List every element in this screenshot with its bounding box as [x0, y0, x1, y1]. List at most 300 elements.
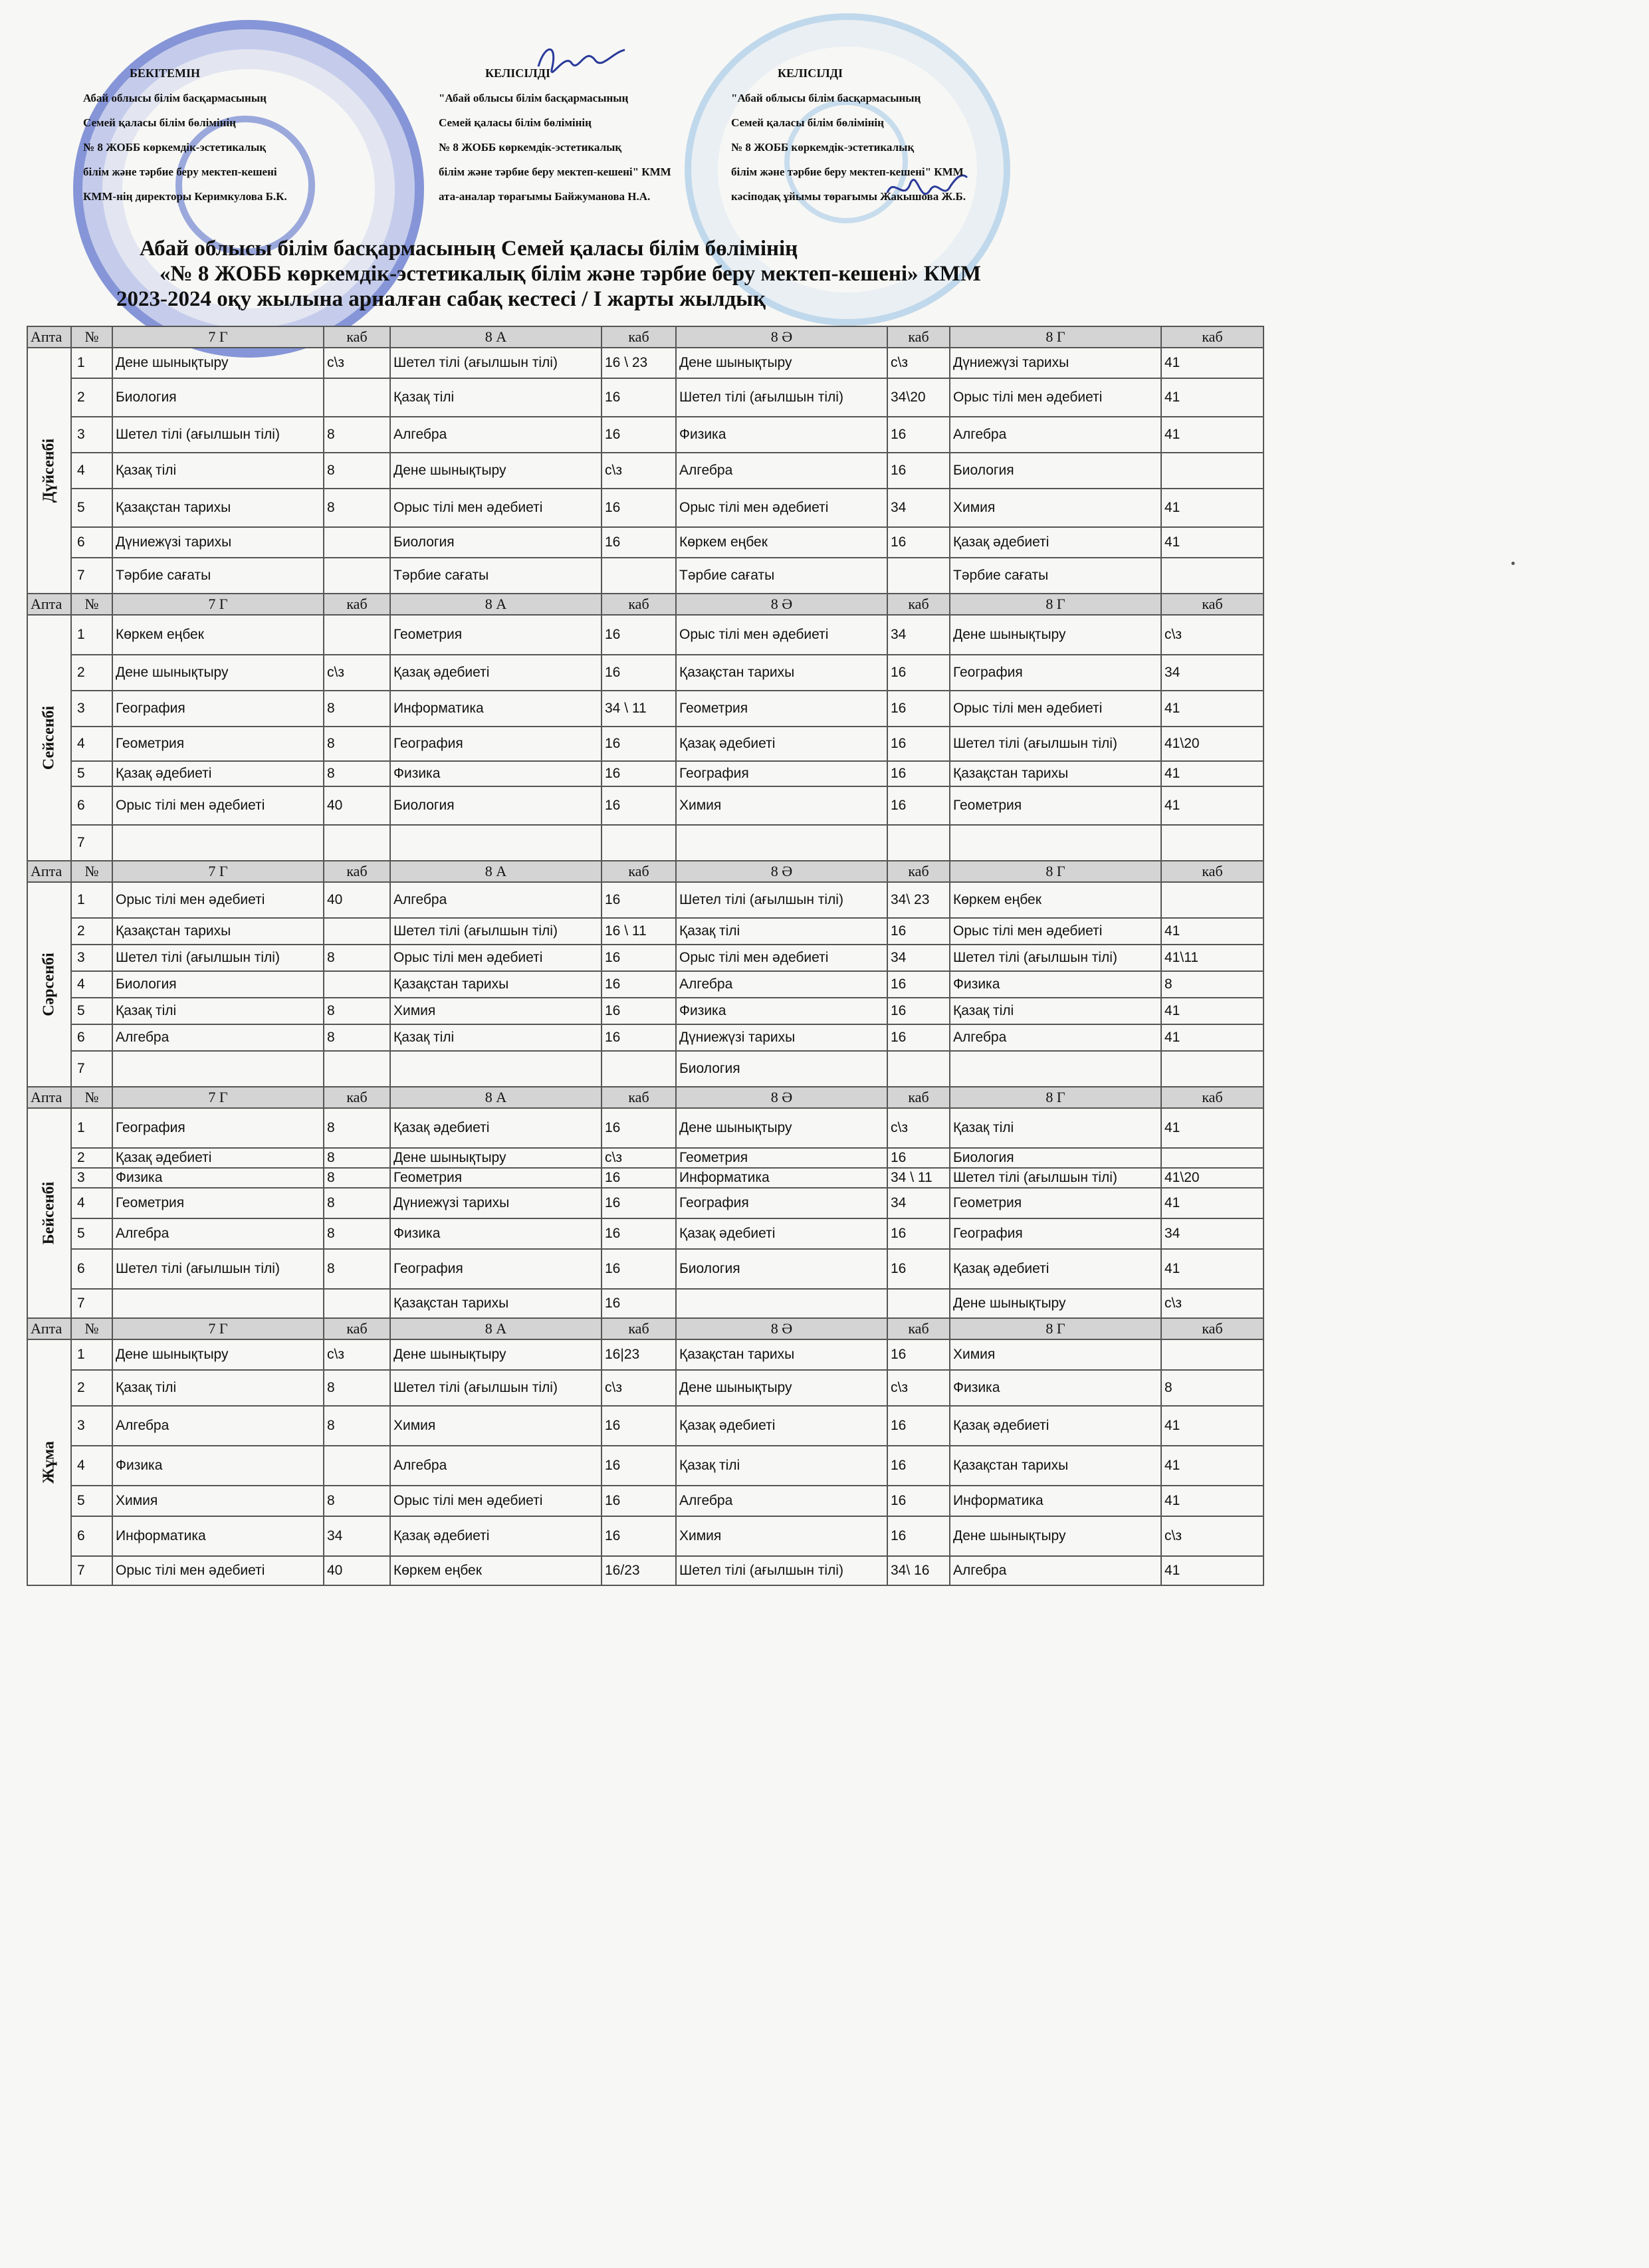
lesson-number: 1 — [71, 615, 112, 655]
subject-cell: Алгебра — [390, 417, 602, 453]
room-cell: 16/23 — [602, 1556, 676, 1585]
column-header: № — [71, 861, 112, 882]
subject-cell: Орыс тілі мен әдебиеті — [676, 489, 887, 527]
room-cell — [602, 558, 676, 594]
room-cell: 16 — [602, 378, 676, 417]
subject-cell: Орыс тілі мен әдебиеті — [950, 691, 1161, 727]
table-row — [27, 1486, 1264, 1516]
subject-cell: Орыс тілі мен әдебиеті — [950, 918, 1161, 945]
room-cell: 8 — [324, 417, 390, 453]
room-cell: 41 — [1161, 998, 1264, 1024]
subject-cell: Қазақ тілі — [112, 1370, 324, 1406]
column-header: 7 Г — [112, 1087, 324, 1108]
day-label-cell — [27, 882, 71, 1087]
subject-cell: Геометрия — [950, 786, 1161, 825]
subject-cell: Дене шынықтыру — [112, 655, 324, 691]
column-header: каб — [1161, 594, 1264, 615]
room-cell: 16 — [602, 1024, 676, 1051]
subject-cell: Информатика — [112, 1516, 324, 1556]
column-header: 8 Ә — [676, 326, 887, 348]
subject-cell: Биология — [950, 453, 1161, 489]
room-cell: 16|23 — [602, 1339, 676, 1370]
room-cell: 40 — [324, 1556, 390, 1585]
subject-cell — [950, 825, 1161, 861]
room-cell: 16 — [602, 786, 676, 825]
room-cell: 8 — [324, 1486, 390, 1516]
subject-cell: Қазақ әдебиеті — [112, 761, 324, 786]
room-cell: 41 — [1161, 786, 1264, 825]
room-cell: 8 — [1161, 1370, 1264, 1406]
room-cell — [1161, 1339, 1264, 1370]
room-cell: с\з — [324, 348, 390, 378]
subject-cell: Қазақ әдебиеті — [112, 1148, 324, 1168]
room-cell: 8 — [324, 453, 390, 489]
table-row — [27, 1108, 1264, 1148]
subject-cell: Дене шынықтыру — [390, 453, 602, 489]
lesson-number: 4 — [71, 971, 112, 998]
room-cell: 16 \ 23 — [602, 348, 676, 378]
subject-cell: Дүниежүзі тарихы — [676, 1024, 887, 1051]
approval-line: білім және тәрбие беру мектеп-кешені — [83, 166, 277, 178]
subject-cell: Алгебра — [112, 1218, 324, 1249]
room-cell: 8 — [324, 1188, 390, 1218]
lesson-number: 4 — [71, 727, 112, 761]
subject-cell: Қазақстан тарихы — [950, 761, 1161, 786]
room-cell: 41 — [1161, 918, 1264, 945]
column-header: каб — [602, 861, 676, 882]
scan-speck — [1511, 562, 1515, 565]
room-cell: 16 — [887, 918, 950, 945]
column-header: каб — [602, 1087, 676, 1108]
lesson-number: 6 — [71, 1516, 112, 1556]
room-cell: 40 — [324, 882, 390, 918]
lesson-number: 4 — [71, 1446, 112, 1486]
table-row — [27, 1249, 1264, 1289]
subject-cell: Қазақстан тарихы — [676, 655, 887, 691]
room-cell: 41 — [1161, 1188, 1264, 1218]
subject-cell: Шетел тілі (ағылшын тілі) — [950, 1168, 1161, 1188]
lesson-number: 1 — [71, 1339, 112, 1370]
lesson-number: 6 — [71, 786, 112, 825]
room-cell: 16 — [602, 1168, 676, 1188]
approval-line: ата-аналар төрағымы Байжуманова Н.А. — [439, 190, 651, 203]
subject-cell: Орыс тілі мен әдебиеті — [676, 615, 887, 655]
lesson-number: 5 — [71, 998, 112, 1024]
column-header: каб — [602, 326, 676, 348]
column-header: 7 Г — [112, 326, 324, 348]
subject-cell: Алгебра — [390, 1446, 602, 1486]
room-cell — [324, 527, 390, 558]
room-cell: 16 — [602, 945, 676, 971]
column-header: каб — [324, 594, 390, 615]
room-cell: 41 — [1161, 691, 1264, 727]
lesson-number: 3 — [71, 1168, 112, 1188]
lesson-number: 5 — [71, 1218, 112, 1249]
subject-cell: Қазақстан тарихы — [390, 971, 602, 998]
table-row — [27, 825, 1264, 861]
room-cell: 16 — [887, 1486, 950, 1516]
lesson-number: 7 — [71, 1051, 112, 1087]
column-header: каб — [324, 1318, 390, 1339]
room-cell: 16 \ 11 — [602, 918, 676, 945]
room-cell: 8 — [324, 761, 390, 786]
table-row — [27, 786, 1264, 825]
room-cell: 16 — [602, 1188, 676, 1218]
table-row — [27, 453, 1264, 489]
room-cell — [324, 558, 390, 594]
subject-cell: Шетел тілі (ағылшын тілі) — [676, 1556, 887, 1585]
table-row — [27, 527, 1264, 558]
lesson-number: 7 — [71, 1556, 112, 1585]
table-row — [27, 727, 1264, 761]
room-cell: с\з — [887, 1370, 950, 1406]
subject-cell — [112, 1289, 324, 1318]
column-header: № — [71, 1087, 112, 1108]
room-cell: 41 — [1161, 378, 1264, 417]
room-cell — [1161, 1148, 1264, 1168]
column-header: 7 Г — [112, 1318, 324, 1339]
title-line: «№ 8 ЖОББ көркемдік-эстетикалық білім және тәрбие беру мектеп-кешені» КММ — [160, 262, 981, 286]
column-header: каб — [1161, 1087, 1264, 1108]
subject-cell — [112, 825, 324, 861]
room-cell: 41 — [1161, 1249, 1264, 1289]
subject-cell: Қазақстан тарихы — [390, 1289, 602, 1318]
room-cell: 41 — [1161, 348, 1264, 378]
subject-cell: Қазақ әдебиеті — [390, 1516, 602, 1556]
room-cell — [1161, 1051, 1264, 1087]
table-row — [27, 1516, 1264, 1556]
room-cell — [1161, 882, 1264, 918]
room-cell: 16 — [887, 1218, 950, 1249]
subject-cell: Геометрия — [112, 1188, 324, 1218]
subject-cell: Тәрбие сағаты — [950, 558, 1161, 594]
approval-line: Абай облысы білім басқармасының — [83, 92, 267, 104]
room-cell: с\з — [1161, 615, 1264, 655]
table-row — [27, 1556, 1264, 1585]
room-cell: 16 — [602, 1218, 676, 1249]
lesson-number: 7 — [71, 825, 112, 861]
header-row — [27, 1087, 1264, 1108]
room-cell: 41 — [1161, 761, 1264, 786]
room-cell: 16 — [602, 727, 676, 761]
subject-cell: Қазақ әдебиеті — [390, 655, 602, 691]
room-cell: 16 — [887, 1406, 950, 1446]
column-header: 8 А — [390, 594, 602, 615]
column-header: Апта — [27, 861, 71, 882]
subject-cell: География — [950, 1218, 1161, 1249]
lesson-number: 6 — [71, 1024, 112, 1051]
approval-line: кәсіподақ ұйымы төрағымы Жакышова Ж.Б. — [731, 190, 966, 203]
subject-cell: Алгебра — [950, 1024, 1161, 1051]
approval-heading: КЕЛІСІЛДІ — [778, 66, 843, 80]
column-header: 8 Г — [950, 594, 1161, 615]
day-label: Бейсенбі — [40, 1181, 58, 1245]
subject-cell: Информатика — [950, 1486, 1161, 1516]
table-row — [27, 1406, 1264, 1446]
room-cell: с\з — [324, 1339, 390, 1370]
subject-cell: Қазақ әдебиеті — [676, 1406, 887, 1446]
room-cell: с\з — [602, 453, 676, 489]
approval-block-union — [731, 61, 966, 209]
room-cell: 8 — [324, 1168, 390, 1188]
approval-heading: БЕКІТЕМІН — [130, 66, 200, 80]
table-row — [27, 1339, 1264, 1370]
subject-cell: География — [950, 655, 1161, 691]
room-cell: 16 — [887, 971, 950, 998]
room-cell: 8 — [324, 1108, 390, 1148]
room-cell: 8 — [324, 1370, 390, 1406]
column-header: каб — [324, 1087, 390, 1108]
lesson-number: 3 — [71, 945, 112, 971]
subject-cell: Дене шынықтыру — [950, 1516, 1161, 1556]
room-cell: 16 — [887, 786, 950, 825]
approval-line: білім және тәрбие беру мектеп-кешені" КММ — [439, 166, 671, 178]
room-cell: с\з — [887, 348, 950, 378]
room-cell: 16 — [602, 615, 676, 655]
subject-cell: Қазақ тілі — [390, 1024, 602, 1051]
room-cell: 41 — [1161, 1446, 1264, 1486]
room-cell: 16 — [887, 655, 950, 691]
day-label-cell — [27, 348, 71, 594]
room-cell — [324, 918, 390, 945]
subject-cell — [676, 1289, 887, 1318]
approval-block-parents — [439, 61, 671, 209]
subject-cell: Қазақ тілі — [112, 453, 324, 489]
subject-cell: Орыс тілі мен әдебиеті — [112, 786, 324, 825]
subject-cell — [390, 825, 602, 861]
subject-cell: Қазақ әдебиеті — [390, 1108, 602, 1148]
column-header: каб — [602, 1318, 676, 1339]
subject-cell: Информатика — [676, 1168, 887, 1188]
column-header: 7 Г — [112, 594, 324, 615]
subject-cell: Биология — [390, 786, 602, 825]
subject-cell: Тәрбие сағаты — [676, 558, 887, 594]
day-label: Сейсенбі — [40, 705, 58, 770]
subject-cell: Дене шынықтыру — [676, 1108, 887, 1148]
approval-line: Семей қаласы білім бөлімінің — [731, 116, 884, 129]
table-row — [27, 655, 1264, 691]
lesson-number: 3 — [71, 417, 112, 453]
room-cell — [602, 1051, 676, 1087]
column-header: каб — [887, 594, 950, 615]
room-cell: 16 — [602, 1486, 676, 1516]
room-cell: 41 — [1161, 527, 1264, 558]
table-row — [27, 761, 1264, 786]
subject-cell: Геометрия — [112, 727, 324, 761]
subject-cell: Информатика — [390, 691, 602, 727]
table-row — [27, 882, 1264, 918]
table-row — [27, 918, 1264, 945]
column-header: 8 А — [390, 861, 602, 882]
subject-cell: Қазақстан тарихы — [950, 1446, 1161, 1486]
subject-cell: Дене шынықтыру — [390, 1148, 602, 1168]
column-header: каб — [887, 326, 950, 348]
lesson-number: 2 — [71, 655, 112, 691]
subject-cell: Қазақ әдебиеті — [676, 727, 887, 761]
room-cell: 8 — [324, 691, 390, 727]
lesson-number: 2 — [71, 1370, 112, 1406]
room-cell: 41 — [1161, 1108, 1264, 1148]
room-cell — [324, 1446, 390, 1486]
subject-cell: Геометрия — [676, 1148, 887, 1168]
subject-cell: Химия — [390, 1406, 602, 1446]
room-cell: 8 — [324, 489, 390, 527]
subject-cell: Дүниежүзі тарихы — [112, 527, 324, 558]
column-header: 8 Г — [950, 1318, 1161, 1339]
room-cell: 16 — [887, 1148, 950, 1168]
table-row — [27, 1148, 1264, 1168]
column-header: Апта — [27, 326, 71, 348]
room-cell: 34 — [887, 1188, 950, 1218]
subject-cell: Көркем еңбек — [112, 615, 324, 655]
subject-cell: Алгебра — [950, 417, 1161, 453]
table-row — [27, 348, 1264, 378]
subject-cell: Физика — [950, 971, 1161, 998]
room-cell: 16 — [602, 761, 676, 786]
room-cell — [887, 825, 950, 861]
table-row — [27, 489, 1264, 527]
room-cell: с\з — [602, 1370, 676, 1406]
subject-cell: Тәрбие сағаты — [390, 558, 602, 594]
room-cell: 16 — [602, 998, 676, 1024]
subject-cell: Химия — [390, 998, 602, 1024]
subject-cell: Физика — [950, 1370, 1161, 1406]
room-cell: 34 — [324, 1516, 390, 1556]
subject-cell: Орыс тілі мен әдебиеті — [390, 1486, 602, 1516]
subject-cell: Алгебра — [676, 971, 887, 998]
subject-cell: Қазақ тілі — [112, 998, 324, 1024]
room-cell: 41 — [1161, 1486, 1264, 1516]
subject-cell: Геометрия — [390, 1168, 602, 1188]
lesson-number: 2 — [71, 378, 112, 417]
room-cell — [1161, 453, 1264, 489]
lesson-number: 1 — [71, 882, 112, 918]
lesson-number: 3 — [71, 691, 112, 727]
room-cell: 41\20 — [1161, 1168, 1264, 1188]
column-header: 8 Ә — [676, 1087, 887, 1108]
room-cell: 41 — [1161, 489, 1264, 527]
subject-cell: Геометрия — [676, 691, 887, 727]
subject-cell: Шетел тілі (ағылшын тілі) — [112, 417, 324, 453]
schedule-table — [27, 326, 1264, 1586]
subject-cell: Орыс тілі мен әдебиеті — [390, 489, 602, 527]
table-row — [27, 1188, 1264, 1218]
room-cell — [324, 378, 390, 417]
subject-cell: Қазақ әдебиеті — [950, 1249, 1161, 1289]
day-label: Дүйсенбі — [40, 438, 58, 503]
room-cell: 8 — [324, 1148, 390, 1168]
room-cell: с\з — [324, 655, 390, 691]
table-row — [27, 971, 1264, 998]
table-row — [27, 1051, 1264, 1087]
room-cell: 16 — [887, 1249, 950, 1289]
subject-cell: Биология — [390, 527, 602, 558]
subject-cell: Дене шынықтыру — [676, 348, 887, 378]
subject-cell: Алгебра — [390, 882, 602, 918]
table-row — [27, 615, 1264, 655]
room-cell: 16 — [602, 1108, 676, 1148]
subject-cell: Шетел тілі (ағылшын тілі) — [676, 882, 887, 918]
subject-cell: Қазақ тілі — [950, 1108, 1161, 1148]
room-cell: с\з — [1161, 1516, 1264, 1556]
table-row — [27, 1024, 1264, 1051]
table-row — [27, 558, 1264, 594]
room-cell: 16 — [602, 417, 676, 453]
subject-cell: Дене шынықтыру — [676, 1370, 887, 1406]
day-label: Жұма — [40, 1441, 58, 1484]
room-cell: 16 — [887, 998, 950, 1024]
room-cell: 41 — [1161, 417, 1264, 453]
approval-line: "Абай облысы білім басқармасының — [731, 92, 921, 104]
table-row — [27, 1168, 1264, 1188]
subject-cell: Биология — [950, 1148, 1161, 1168]
lesson-number: 4 — [71, 1188, 112, 1218]
column-header: каб — [1161, 861, 1264, 882]
subject-cell: Қазақ әдебиеті — [676, 1218, 887, 1249]
approval-line: "Абай облысы білім басқармасының — [439, 92, 629, 104]
lesson-number: 5 — [71, 489, 112, 527]
subject-cell: Шетел тілі (ағылшын тілі) — [112, 1249, 324, 1289]
room-cell: 8 — [324, 945, 390, 971]
subject-cell: Химия — [950, 1339, 1161, 1370]
room-cell — [887, 558, 950, 594]
approval-line: білім және тәрбие беру мектеп-кешені" КММ — [731, 166, 964, 178]
room-cell: 16 — [602, 1406, 676, 1446]
lesson-number: 7 — [71, 1289, 112, 1318]
subject-cell: География — [676, 1188, 887, 1218]
day-label-cell — [27, 615, 71, 861]
room-cell: 16 — [602, 655, 676, 691]
column-header: каб — [324, 326, 390, 348]
subject-cell: Дене шынықтыру — [390, 1339, 602, 1370]
subject-cell: Шетел тілі (ағылшын тілі) — [676, 378, 887, 417]
subject-cell: Қазақ тілі — [676, 1446, 887, 1486]
table-row — [27, 945, 1264, 971]
subject-cell: География — [676, 761, 887, 786]
column-header: 8 А — [390, 326, 602, 348]
subject-cell: Химия — [950, 489, 1161, 527]
subject-cell: Биология — [676, 1249, 887, 1289]
approval-block-director — [83, 61, 287, 209]
subject-cell — [390, 1051, 602, 1087]
title-line: 2023-2024 оқу жылына арналған сабақ кестесі / І жарты жылдық — [116, 287, 766, 311]
subject-cell: Физика — [676, 998, 887, 1024]
column-header: каб — [1161, 326, 1264, 348]
table-row — [27, 417, 1264, 453]
room-cell: 8 — [324, 1218, 390, 1249]
column-header: каб — [887, 1087, 950, 1108]
subject-cell: Орыс тілі мен әдебиеті — [390, 945, 602, 971]
subject-cell: Қазақ тілі — [950, 998, 1161, 1024]
room-cell: 34\20 — [887, 378, 950, 417]
subject-cell: Орыс тілі мен әдебиеті — [112, 882, 324, 918]
room-cell: 16 — [602, 971, 676, 998]
room-cell — [1161, 825, 1264, 861]
room-cell: 16 — [602, 489, 676, 527]
column-header: 8 Ә — [676, 594, 887, 615]
approval-line: № 8 ЖОББ көркемдік-эстетикалық — [731, 141, 915, 154]
room-cell: 16 — [887, 417, 950, 453]
approval-line: № 8 ЖОББ көркемдік-эстетикалық — [83, 141, 267, 154]
subject-cell: Дене шынықтыру — [950, 1289, 1161, 1318]
approval-heading: КЕЛІСІЛДІ — [485, 66, 551, 80]
room-cell — [324, 1289, 390, 1318]
room-cell: 16 — [602, 1446, 676, 1486]
subject-cell: Шетел тілі (ағылшын тілі) — [112, 945, 324, 971]
room-cell: 40 — [324, 786, 390, 825]
approval-line: Семей қаласы білім бөлімінің — [439, 116, 592, 129]
column-header: каб — [324, 861, 390, 882]
